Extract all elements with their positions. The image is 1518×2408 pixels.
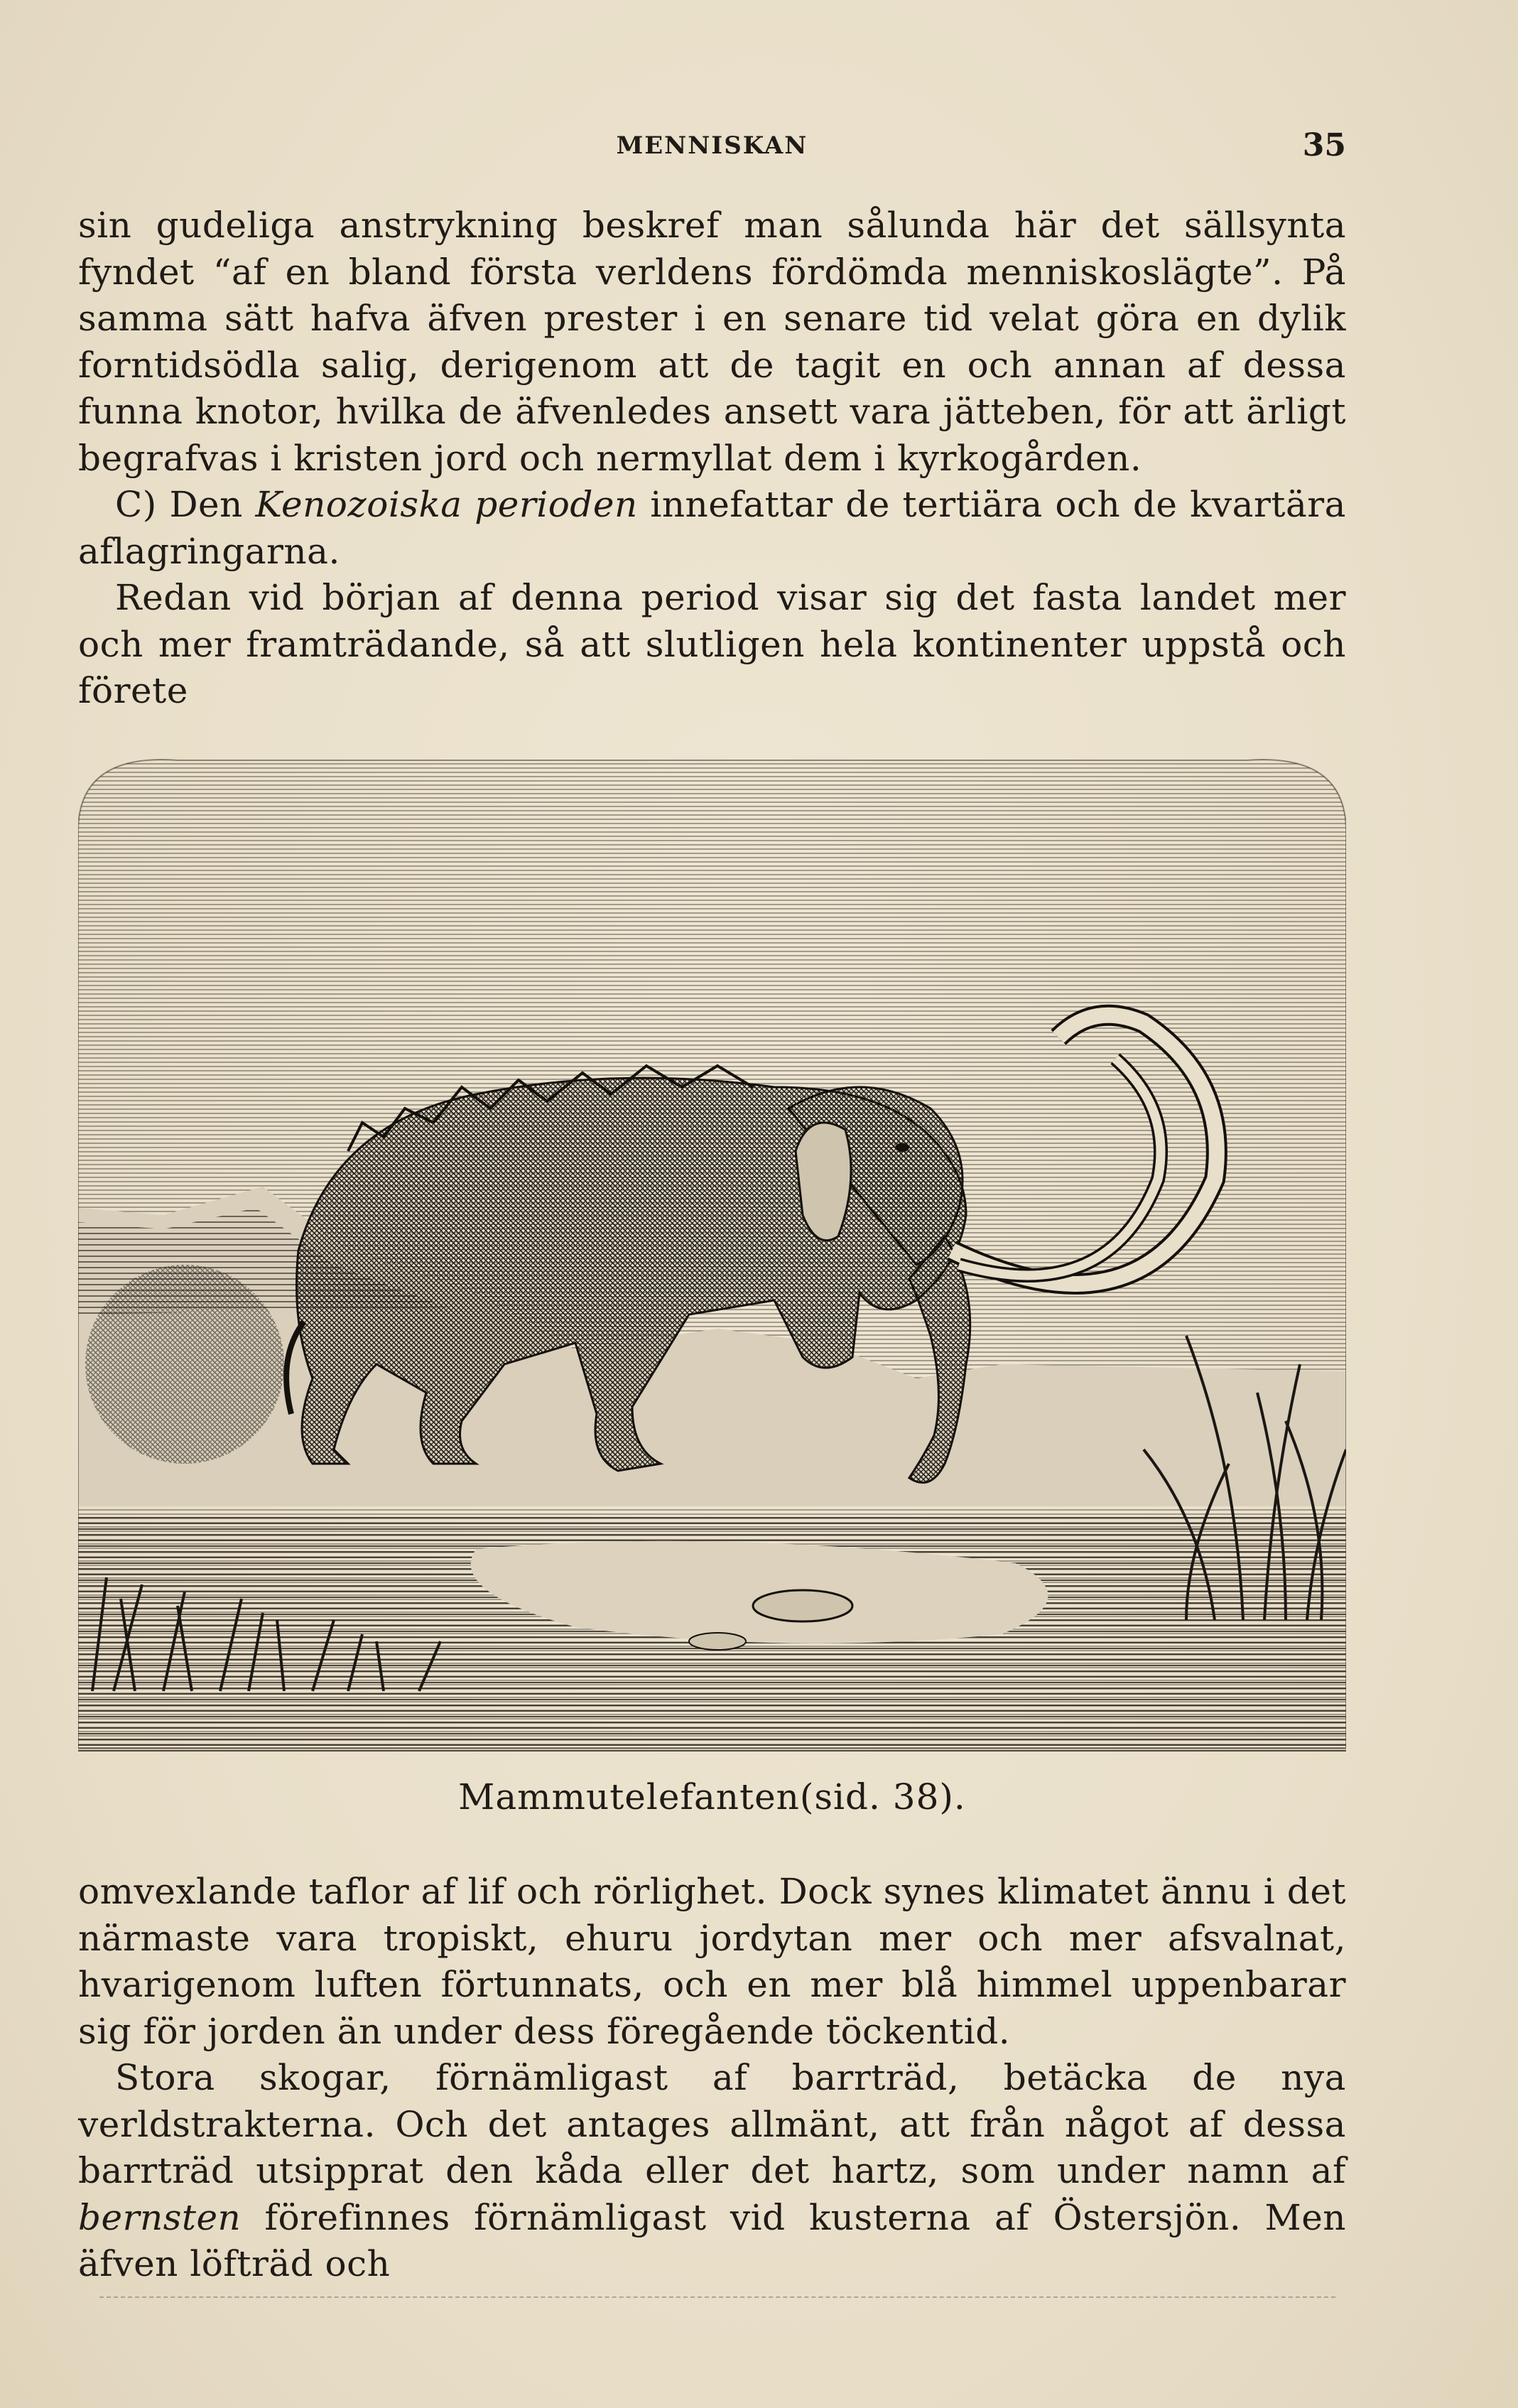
page-header bbox=[78, 127, 1346, 174]
paragraph-4: omvexlande taflor af lif och rörlighet. Dock synes klimatet ännu i det närmaste vara tropiskt, ehuru jordytan mer och mer afsvalnat, hvarigenom luften förtunnats, och en mer blå himmel uppenbarar sig för jorden än under dess föregående töckentid. bbox=[78, 1871, 1346, 2052]
paragraph-2-prefix: C) Den bbox=[115, 484, 256, 525]
figure-caption: Mammutelefanten(sid. 38). bbox=[458, 1776, 966, 1818]
bottom-text-block bbox=[78, 1869, 1346, 2288]
mammoth-engraving bbox=[78, 753, 1346, 1751]
paragraph-5 bbox=[78, 2055, 1346, 2288]
engraving-illustration bbox=[78, 753, 1346, 1751]
running-head: MENNISKAN bbox=[616, 131, 808, 160]
page-number: 35 bbox=[1302, 127, 1346, 163]
paragraph-5-prefix: Stora skogar, förnämligast af barrträd, betäcka de nya verldstrakterna. Och det antages allmänt, att från något af dessa barrträd utsipprat den kåda eller det hartz, som under namn af bbox=[78, 2057, 1346, 2191]
top-text-block bbox=[78, 203, 1346, 715]
footer-rule bbox=[99, 2296, 1335, 2299]
paragraph-3: Redan vid början af denna period visar sig det fasta landet mer och mer framträdande, så att slutligen hela kontinenter uppstå och förete bbox=[78, 577, 1346, 711]
paragraph-2 bbox=[78, 482, 1346, 575]
paragraph-5-rest: förefinnes förnämligast vid kusterna af Östersjön. Men äfven löfträd och bbox=[78, 2196, 1346, 2284]
paragraph-2-rest: innefattar de tertiära och de kvartära aflagringarna. bbox=[78, 484, 1346, 572]
paragraph-1: sin gudeliga anstrykning beskref man sålunda här det sällsynta fyndet “af en bland första verldens fördömda menniskoslägte”. På samma sätt hafva äfven prester i en senare tid velat göra en dylik forntidsödla salig, derigenom att de tagit en och annan af dessa funna knotor, hvilka de äfvenledes ansett vara jätteben, för att ärligt begrafvas i kristen jord och nermyllat dem i kyrkogården. bbox=[78, 205, 1346, 479]
paragraph-5-italic: bernsten bbox=[78, 2196, 242, 2238]
paragraph-2-italic: Kenozoiska perioden bbox=[255, 484, 638, 525]
